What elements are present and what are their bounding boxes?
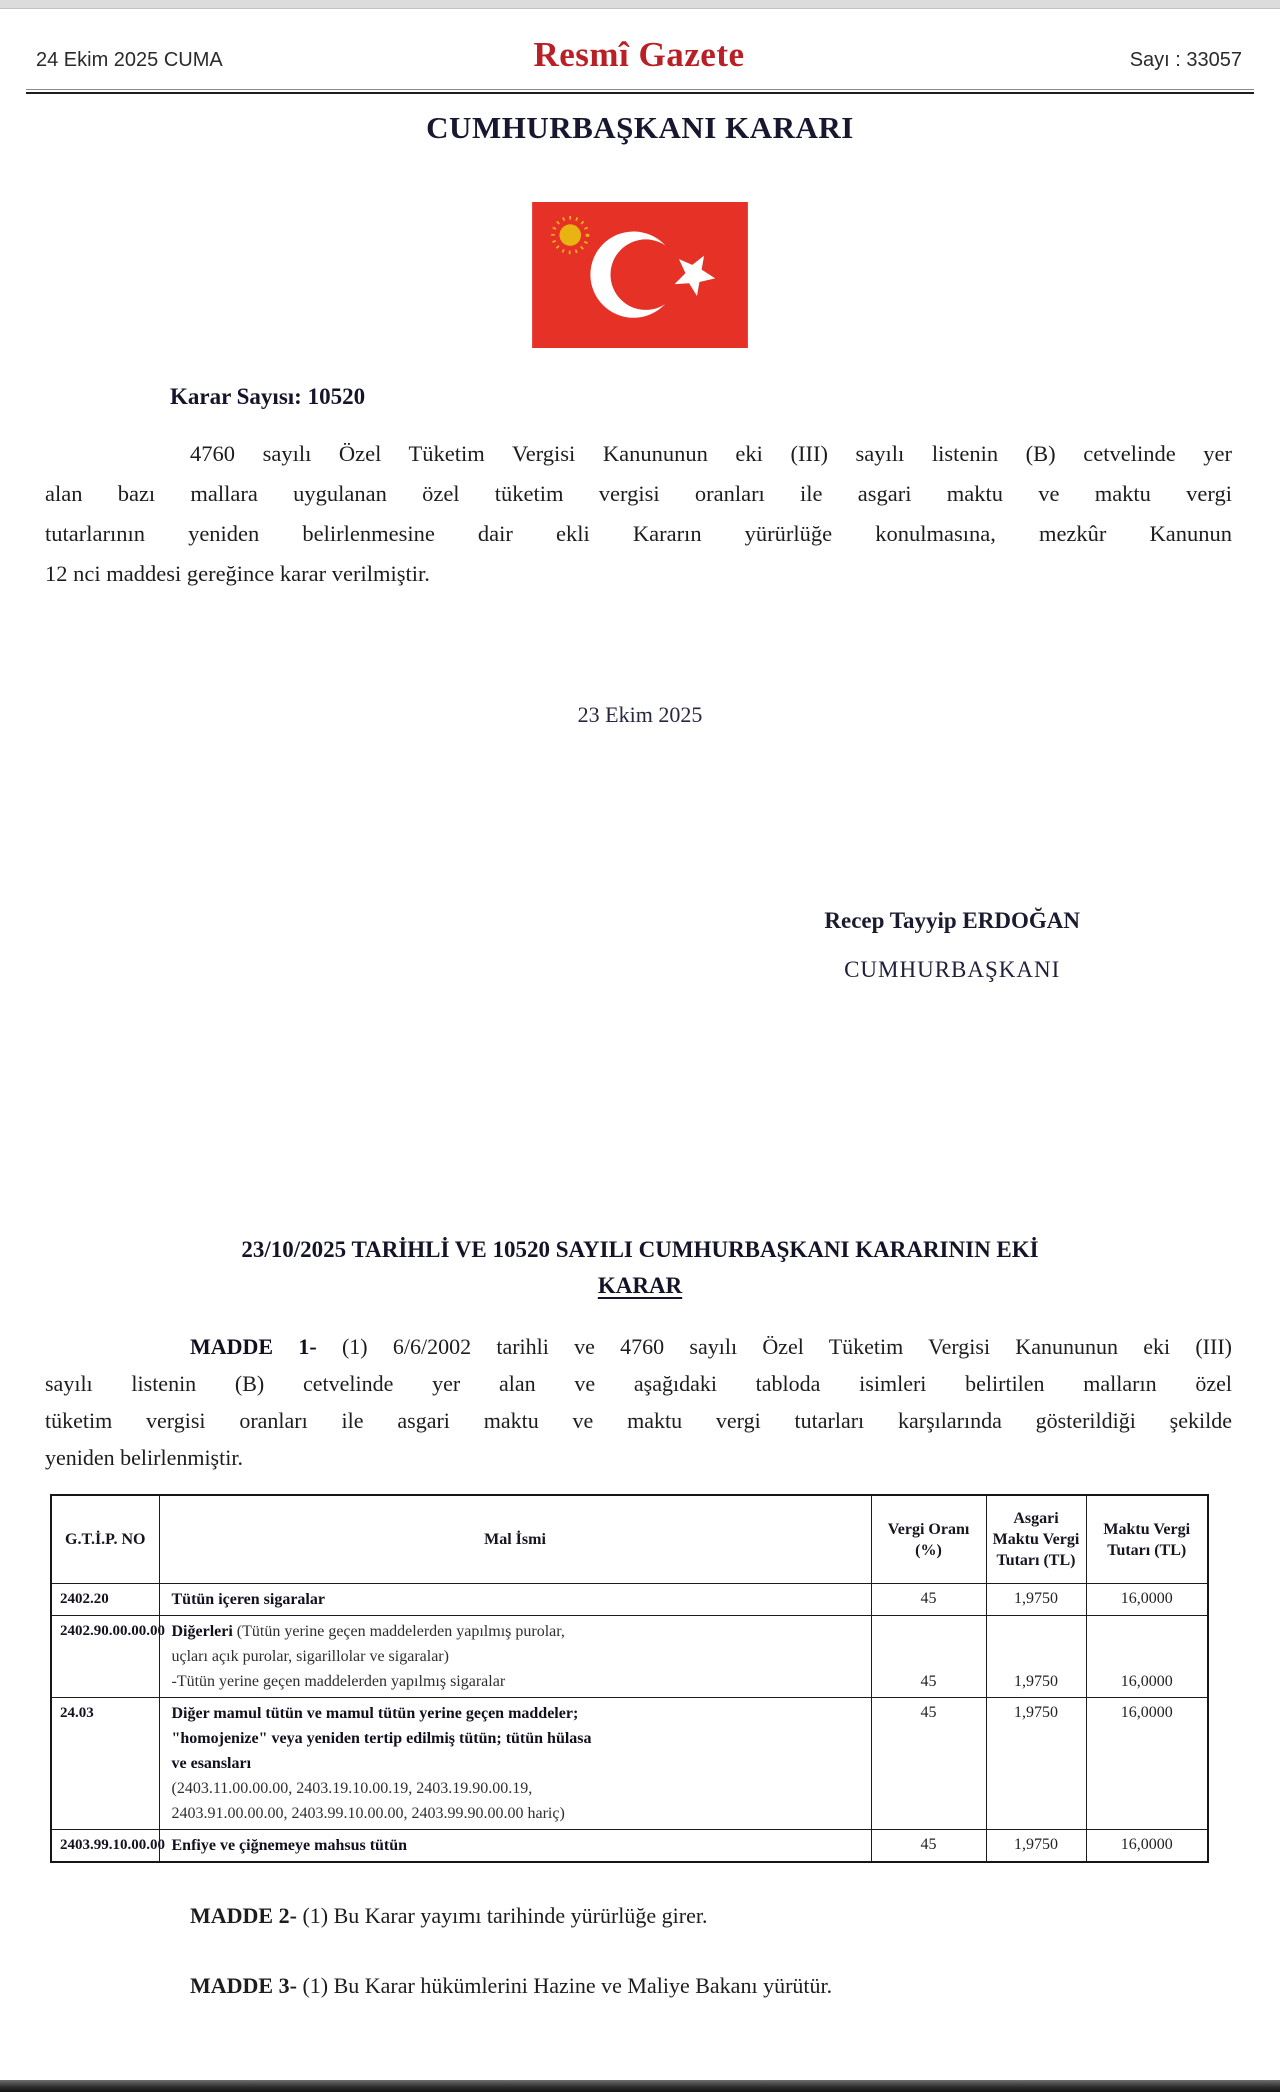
text-line: ve esansları: [171, 1755, 252, 1772]
masthead-rule: [26, 89, 1254, 94]
text-line: Tütün içeren sigaralar: [171, 1591, 325, 1608]
maktu-vergi-cell: 16,0000: [1086, 1830, 1208, 1863]
maktu-vergi-cell: 16,0000: [1086, 1698, 1208, 1830]
column-header: Vergi Oranı (%): [871, 1495, 986, 1584]
mal-ismi-cell: [159, 1584, 871, 1616]
text-line: uçları açık purolar, sigarillolar ve sigaralar): [171, 1648, 449, 1665]
gtip-cell: 2403.99.10.00.00: [51, 1830, 159, 1863]
asgari-maktu-cell: 1,9750: [986, 1830, 1086, 1863]
text-line: -Tütün yerine geçen maddelerden yapılmış sigaralar: [171, 1673, 506, 1690]
madde2-text: (1) Bu Karar yayımı tarihinde yürürlüğe girer.: [296, 1903, 708, 1928]
masthead-date: 24 Ekim 2025 CUMA: [36, 49, 223, 71]
vergi-orani-cell: 45: [871, 1584, 986, 1616]
madde1-paragraph: [45, 1328, 1232, 1476]
signature-title: CUMHURBAŞKANI: [844, 957, 1061, 982]
decree-number: Karar Sayısı: 10520: [170, 384, 366, 409]
vergi-orani-cell: 45: [871, 1830, 986, 1863]
text-line: Enfiye ve çiğnemeye mahsus tütün: [171, 1837, 408, 1854]
text-line: (2403.11.00.00.00, 2403.19.10.00.19, 2403.19.90.00.19,: [171, 1780, 533, 1797]
mal-ismi-cell: [159, 1830, 871, 1863]
column-header: Asgari Maktu Vergi Tutarı (TL): [986, 1495, 1086, 1584]
gtip-cell: 24.03: [51, 1698, 159, 1830]
vergi-orani-cell: 45: [871, 1698, 986, 1830]
masthead: [0, 9, 1280, 87]
asgari-maktu-cell: 1,9750: [986, 1616, 1086, 1698]
bottom-bar: [0, 2080, 1280, 2092]
text-line: 12 nci maddesi gereğince karar verilmiştir.: [45, 561, 430, 586]
text-line: yeniden belirlenmiştir.: [45, 1445, 243, 1470]
gtip-cell: 2402.20: [51, 1584, 159, 1616]
text-line: 2403.91.00.00.00, 2403.99.10.00.00, 2403.99.90.00.00 hariç): [171, 1805, 565, 1822]
madde3-text: (1) Bu Karar hükümlerini Hazine ve Maliye Bakanı yürütür.: [296, 1973, 833, 1998]
column-header: Maktu Vergi Tutarı (TL): [1086, 1495, 1208, 1584]
text-line: Diğer mamul tütün ve mamul tütün yerine geçen maddeler;: [171, 1705, 579, 1722]
text-line: tüketim vergisi oranları ile asgari maktu ve maktu vergi tutarları karşılarında gösterildiği şekilde: [45, 1408, 1232, 1433]
annex-heading-karar: KARAR: [597, 1273, 683, 1298]
text-line: "homojenize" veya yeniden tertip edilmiş tütün; tütün hülasa: [171, 1730, 592, 1747]
mal-ismi-cell: [159, 1698, 871, 1830]
tax-table: [50, 1494, 1209, 1863]
annex-heading-line1: 23/10/2025 TARİHLİ VE 10520 SAYILI CUMHURBAŞKANI KARARININ EKİ: [241, 1237, 1039, 1262]
madde3-paragraph: [45, 1973, 1232, 1999]
text-line: alan bazı mallara uygulanan özel tüketim vergisi oranları ile asgari maktu ve maktu vergi: [45, 481, 1232, 506]
vergi-orani-cell: 45: [871, 1616, 986, 1698]
tax-table-header-row: [51, 1495, 1208, 1584]
asgari-maktu-cell: 1,9750: [986, 1698, 1086, 1830]
top-strip: [0, 0, 1280, 9]
signature-block: [824, 896, 1080, 994]
madde2-label: MADDE 2-: [190, 1903, 297, 1928]
column-header: G.T.İ.P. NO: [51, 1495, 159, 1584]
maktu-vergi-cell: 16,0000: [1086, 1616, 1208, 1698]
turkish-presidential-flag-icon: [532, 202, 748, 348]
madde3-label: MADDE 3-: [190, 1973, 297, 1998]
gtip-cell: 2402.90.00.00.00: [51, 1616, 159, 1698]
tax-table-body: [51, 1584, 1208, 1863]
text-line: sayılı listenin (B) cetvelinde yer alan ve aşağıdaki tabloda isimleri belirtilen malların özel: [45, 1371, 1232, 1396]
column-header: Mal İsmi: [159, 1495, 871, 1584]
issue-number: Sayı : 33057: [1129, 49, 1242, 71]
text-line: Diğerleri (Tütün yerine geçen maddelerden yapılmış purolar,: [171, 1623, 565, 1640]
gazette-title: Resmî Gazete: [533, 35, 745, 74]
table-row: [51, 1698, 1208, 1830]
madde2-paragraph: [45, 1903, 1232, 1929]
annex-heading: [0, 1232, 1280, 1304]
table-row: [51, 1616, 1208, 1698]
text-line: MADDE 1- (1) 6/6/2002 tarihli ve 4760 sayılı Özel Tüketim Vergisi Kanununun eki (III): [190, 1334, 1232, 1359]
table-row: [51, 1584, 1208, 1616]
text-line: tutarlarının yeniden belirlenmesine dair ekli Kararın yürürlüğe konulmasına, mezkûr Kanunun: [45, 521, 1232, 546]
asgari-maktu-cell: 1,9750: [986, 1584, 1086, 1616]
decree-body-paragraph: [45, 434, 1232, 594]
mal-ismi-cell: [159, 1616, 871, 1698]
decree-title: CUMHURBAŞKANI KARARI: [426, 110, 854, 145]
maktu-vergi-cell: 16,0000: [1086, 1584, 1208, 1616]
signature-name: Recep Tayyip ERDOĞAN: [824, 908, 1080, 933]
table-row: [51, 1830, 1208, 1863]
text-line: 4760 sayılı Özel Tüketim Vergisi Kanununun eki (III) sayılı listenin (B) cetvelinde yer: [190, 441, 1232, 466]
decree-date: 23 Ekim 2025: [577, 702, 703, 727]
